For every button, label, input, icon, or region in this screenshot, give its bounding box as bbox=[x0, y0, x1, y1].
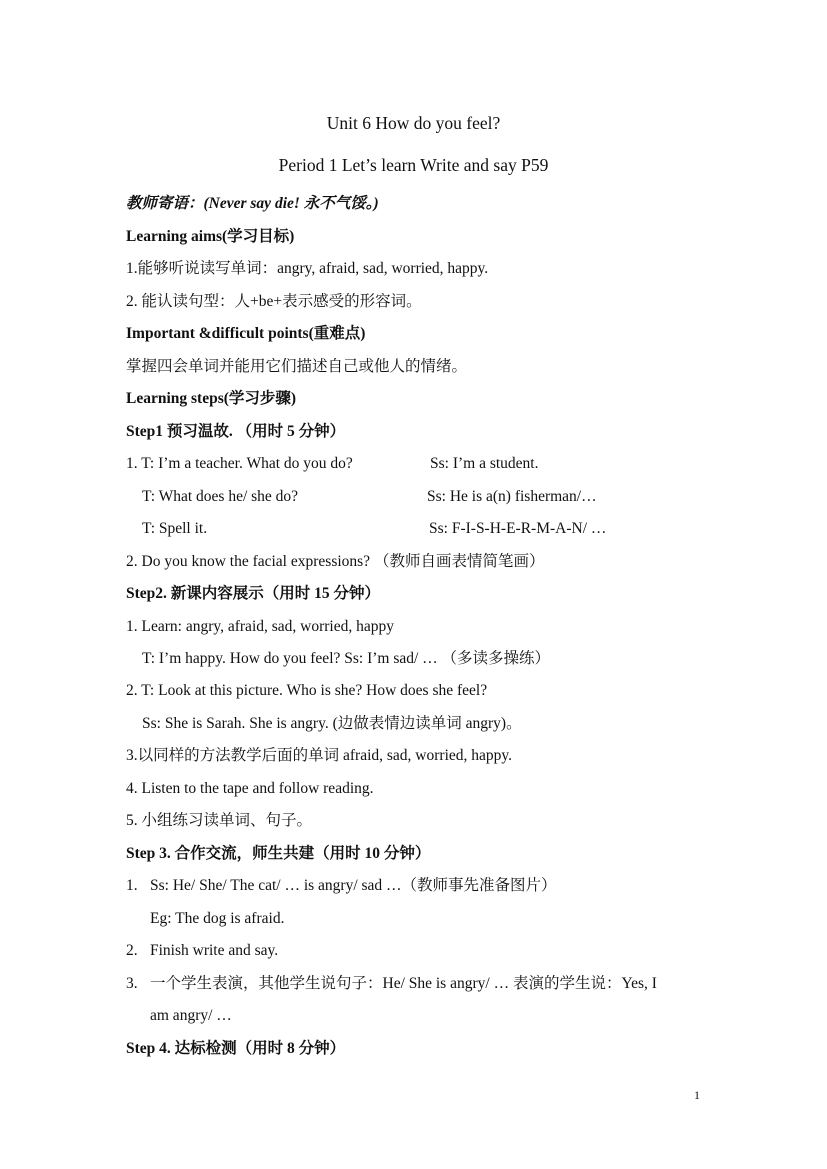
step2-line: T: I’m happy. How do you feel? Ss: I’m sad/ … （多读多操练） bbox=[142, 650, 551, 667]
teacher-note: 教师寄语：(Never say die! 永不气馁。) bbox=[126, 195, 379, 212]
points-heading: Important &difficult points(重难点) bbox=[126, 325, 366, 342]
list-item: Eg: The dog is afraid. bbox=[150, 910, 285, 927]
dialog-student-line: Ss: I’m a student. bbox=[430, 455, 539, 472]
document-subtitle: Period 1 Let’s learn Write and say P59 bbox=[278, 155, 549, 175]
dialog-teacher-line: T: Spell it. bbox=[142, 520, 208, 537]
step1-heading: Step1 预习温故. （用时 5 分钟） bbox=[126, 423, 346, 440]
list-number: 1. bbox=[126, 877, 138, 894]
list-item: am angry/ … bbox=[150, 1007, 232, 1024]
step2-line: 2. T: Look at this picture. Who is she? How does she feel? bbox=[126, 682, 488, 699]
list-item: Ss: He/ She/ The cat/ … is angry/ sad …（教师事先准备图片） bbox=[150, 877, 557, 894]
steps-heading: Learning steps(学习步骤) bbox=[126, 390, 297, 407]
aim-item: 1.能够听说读写单词：angry, afraid, sad, worried, happy. bbox=[126, 260, 489, 277]
step2-line: 5. 小组练习读单词、句子。 bbox=[126, 812, 313, 829]
page-number: 1 bbox=[694, 1088, 700, 1102]
step2-line: 3.以同样的方法教学后面的单词 afraid, sad, worried, happy. bbox=[126, 747, 513, 764]
aim-item: 2. 能认读句型：人+be+表示感受的形容词。 bbox=[126, 293, 422, 310]
step2-line: 4. Listen to the tape and follow reading. bbox=[126, 780, 374, 797]
step1-item2: 2. Do you know the facial expressions? （教师自画表情简笔画） bbox=[126, 553, 545, 570]
step2-line: 1. Learn: angry, afraid, sad, worried, happy bbox=[126, 618, 394, 635]
list-item: Finish write and say. bbox=[150, 942, 279, 959]
dialog-teacher-line: 1. T: I’m a teacher. What do you do? bbox=[126, 455, 353, 472]
step2-line: Ss: She is Sarah. She is angry. (边做表情边读单词 angry)。 bbox=[142, 715, 522, 732]
step2-heading: Step2. 新课内容展示（用时 15 分钟） bbox=[126, 585, 381, 602]
step4-heading: Step 4. 达标检测（用时 8 分钟） bbox=[126, 1040, 346, 1057]
document-title: Unit 6 How do you feel? bbox=[326, 113, 501, 133]
dialog-student-line: Ss: He is a(n) fisherman/… bbox=[427, 488, 597, 505]
dialog-teacher-line: T: What does he/ she do? bbox=[142, 488, 299, 505]
points-text: 掌握四会单词并能用它们描述自己或他人的情绪。 bbox=[126, 358, 468, 375]
aims-heading: Learning aims(学习目标) bbox=[126, 228, 295, 245]
dialog-student-line: Ss: F-I-S-H-E-R-M-A-N/ … bbox=[429, 520, 607, 537]
step3-heading: Step 3. 合作交流，师生共建（用时 10 分钟） bbox=[126, 845, 431, 862]
list-number: 3. bbox=[126, 975, 138, 992]
list-item: 一个学生表演，其他学生说句子：He/ She is angry/ … 表演的学生说：Yes, I bbox=[150, 975, 657, 992]
list-number: 2. bbox=[126, 942, 138, 959]
